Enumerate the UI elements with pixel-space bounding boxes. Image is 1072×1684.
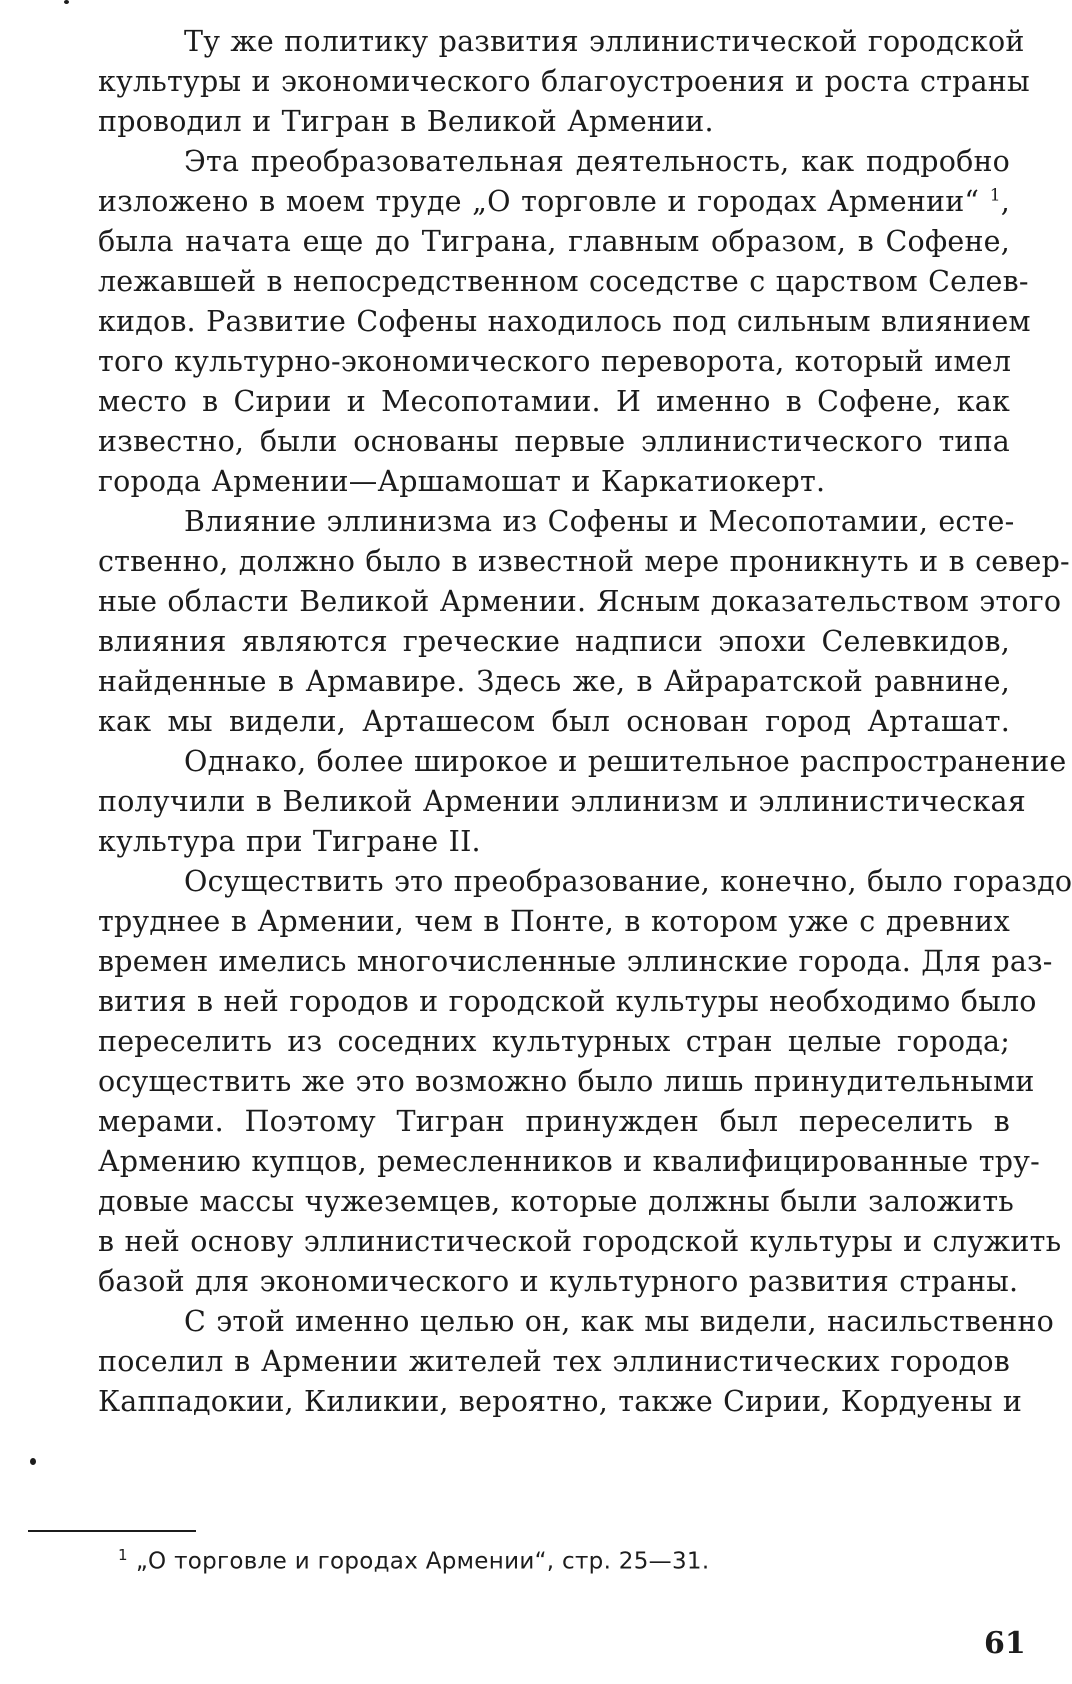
text-line: изложено в моем труде „О торговле и городах Армении“: [98, 185, 980, 218]
text-line: Каппадокии, Киликии, вероятно, также Сирии, Кордуены и: [98, 1385, 1023, 1418]
paragraph-2: [12, 142, 1031, 502]
text-line: Осуществить это преобразование, конечно, было гораздо: [184, 865, 1072, 898]
text-line: города Армении—Аршамошат и Каркатиокерт.: [98, 465, 826, 498]
footnote: [118, 1540, 709, 1577]
paragraph-4: [12, 742, 1067, 862]
footnote-text: „О торговле и городах Армении“, стр. 25—31.: [135, 1548, 710, 1575]
footnote-mark: 1: [118, 1546, 128, 1564]
text-line: того культурно-экономического переворота, который имел: [98, 345, 1012, 378]
paragraph-1: [12, 22, 1030, 142]
text-line: С этой именно целью он, как мы видели, насильственно: [184, 1305, 1055, 1338]
text-line: найденные в Армавире. Здесь же, в Айраратской равнине,: [98, 665, 1010, 698]
footnote-divider: [28, 1530, 196, 1532]
text-line: была начата еще до Тиграна, главным образом, в Софене,: [98, 225, 1010, 258]
text-line: осуществить же это возможно было лишь принудительными: [98, 1065, 1035, 1098]
print-speck: [30, 1458, 36, 1465]
text-line: переселить из соседних культурных стран целые города;: [98, 1025, 1010, 1058]
text-line: в ней основу эллинистической городской культуры и служить: [98, 1225, 1062, 1258]
text-line: место в Сирии и Месопотамии. И именно в Софене, как: [98, 385, 1010, 418]
text-line: получили в Великой Армении эллинизм и эллинистическая: [98, 785, 1026, 818]
text-line: лежавшей в непосредственном соседстве с царством Селев-: [98, 265, 1029, 298]
text-line: мерами. Поэтому Тигран принужден был переселить в: [98, 1105, 1010, 1138]
text-line: влияния являются греческие надписи эпохи Селевкидов,: [98, 625, 1010, 658]
text-line: труднее в Армении, чем в Понте, в котором уже с древних: [98, 905, 1010, 938]
text-line: базой для экономического и культурного развития страны.: [98, 1265, 1019, 1298]
text-line: Ту же политику развития эллинистической городской: [184, 25, 1025, 58]
text-line: как мы видели, Арташесом был основан город Арташат.: [98, 705, 1010, 738]
paragraph-5: [12, 862, 1072, 1302]
text-line: культуры и экономического благоустроения и роста страны: [98, 65, 1030, 98]
text-line: времен имелись многочисленные эллинские города. Для раз-: [98, 945, 1053, 978]
main-text: [12, 22, 1072, 1422]
paragraph-6: [12, 1302, 1055, 1422]
page-number: 61: [984, 1626, 1026, 1661]
print-speck: [64, 0, 69, 4]
text-line: Влияние эллинизма из Софены и Месопотамии, есте-: [184, 505, 1015, 538]
text-line: кидов. Развитие Софены находилось под сильным влиянием: [98, 305, 1031, 338]
text-line: довые массы чужеземцев, которые должны были заложить: [98, 1185, 1015, 1218]
text-line: Эта преобразовательная деятельность, как подробно: [184, 145, 1010, 178]
text-line: вития в ней городов и городской культуры необходимо было: [98, 985, 1037, 1018]
text-line: Армению купцов, ремесленников и квалифицированные тру-: [98, 1145, 1040, 1178]
footnote-ref-mark: 1: [989, 185, 1001, 206]
text-line: культура при Тигране II.: [98, 825, 481, 858]
text-line: ственно, должно было в известной мере проникнуть и в север-: [98, 545, 1070, 578]
text-line: поселил в Армении жителей тех эллинистических городов: [98, 1345, 1010, 1378]
text-line-with-ref: изложено в моем труде „О торговле и городах Армении“ $^1$,: [98, 185, 1010, 218]
text-line: проводил и Тигран в Великой Армении.: [98, 105, 714, 138]
text-line: Однако, более широкое и решительное распространение: [184, 745, 1067, 778]
text-line: ные области Великой Армении. Ясным доказательством этого: [98, 585, 1062, 618]
paragraph-3: [12, 502, 1070, 742]
text-line: известно, были основаны первые эллинистического типа: [98, 425, 1010, 458]
